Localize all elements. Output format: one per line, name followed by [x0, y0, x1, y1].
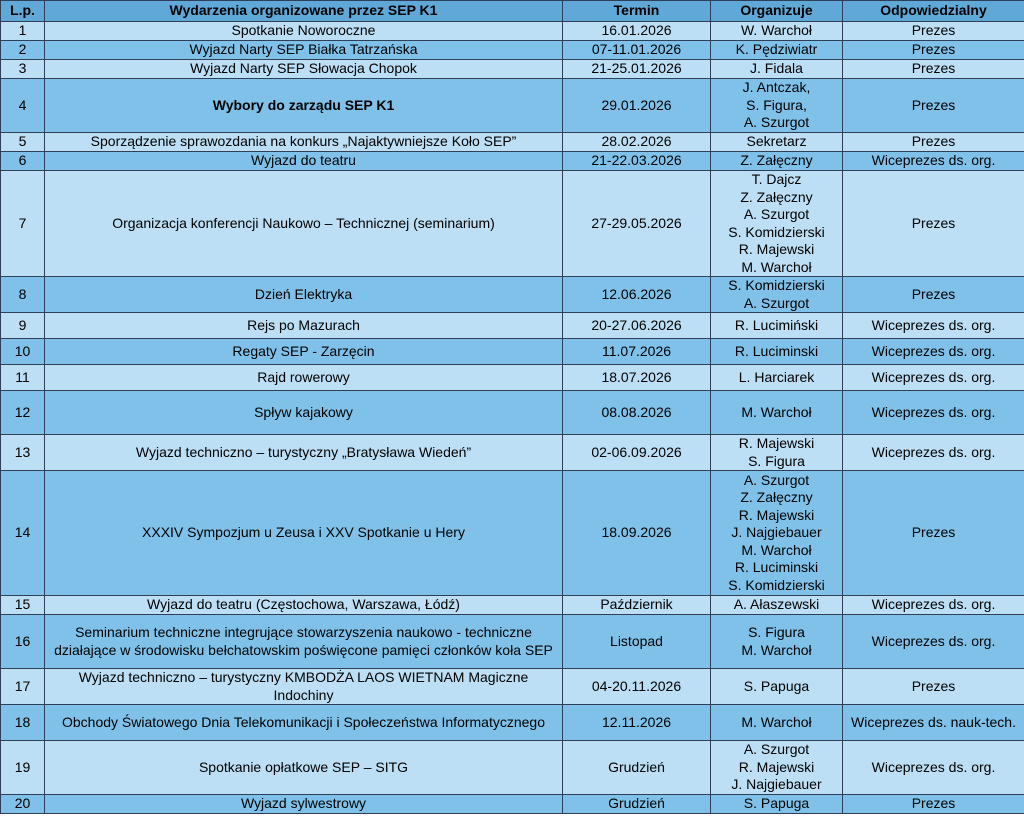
- row-lp: 20: [1, 795, 45, 814]
- organizer-name: M. Warchoł: [741, 258, 812, 275]
- organizer-name: W. Warchoł: [740, 22, 813, 39]
- organizer-name: R. Majewski: [738, 241, 815, 257]
- row-date: 08.08.2026: [563, 391, 711, 435]
- table-row: [1, 435, 1024, 471]
- organizer-name: Z. Załęczny: [740, 152, 813, 169]
- row-responsible: Wiceprezes ds. org.: [843, 615, 1024, 669]
- row-organizers: [711, 391, 843, 435]
- organizer-name: S. Figura,: [746, 96, 807, 113]
- row-event: Regaty SEP - Zarzęcin: [45, 339, 563, 365]
- organizer-name: A. Szurgot: [743, 294, 810, 311]
- row-date: 16.01.2026: [563, 22, 711, 41]
- row-responsible: Prezes: [843, 133, 1024, 152]
- row-organizers: [711, 339, 843, 365]
- row-lp: 18: [1, 705, 45, 741]
- row-event: Wyjazd Narty SEP Białka Tatrzańska: [45, 41, 563, 60]
- organizer-name: R. Lucimiński: [734, 316, 819, 333]
- row-organizers: [711, 41, 843, 60]
- row-event: Spływ kajakowy: [45, 391, 563, 435]
- row-organizers: [711, 152, 843, 171]
- row-organizers: [711, 471, 843, 596]
- row-date: 27-29.05.2026: [563, 171, 711, 277]
- organizer-name: J. Antczak,: [742, 79, 811, 96]
- organizer-name: S. Figura: [748, 452, 805, 469]
- table-row: [1, 795, 1024, 814]
- row-organizers: [711, 22, 843, 41]
- table-row: [1, 41, 1024, 60]
- row-date: 29.01.2026: [563, 79, 711, 133]
- row-event: Spotkanie Noworoczne: [45, 22, 563, 41]
- row-responsible: Wiceprezes ds. org.: [843, 435, 1024, 471]
- row-lp: 4: [1, 79, 45, 133]
- organizer-name: Sekretarz: [746, 133, 807, 150]
- row-lp: 9: [1, 313, 45, 339]
- row-responsible: Prezes: [843, 669, 1024, 705]
- organizer-name: S. Komidzierski: [728, 223, 825, 240]
- table-row: [1, 22, 1024, 41]
- table-row: [1, 152, 1024, 171]
- row-event: Spotkanie opłatkowe SEP – SITG: [45, 741, 563, 795]
- row-date: 20-27.06.2026: [563, 313, 711, 339]
- organizer-name: Z. Załęczny: [740, 489, 813, 506]
- table-row: [1, 313, 1024, 339]
- row-date: 11.07.2026: [563, 339, 711, 365]
- row-event: Wyjazd Narty SEP Słowacja Chopok: [45, 60, 563, 79]
- row-organizers: [711, 171, 843, 277]
- organizer-name: R. Majewski: [738, 435, 815, 451]
- organizer-name: A. Szurgot: [743, 471, 810, 488]
- row-date: 02-06.09.2026: [563, 435, 711, 471]
- row-organizers: [711, 435, 843, 471]
- row-date: Listopad: [563, 615, 711, 669]
- row-responsible: Prezes: [843, 60, 1024, 79]
- row-date: 12.06.2026: [563, 277, 711, 313]
- row-organizers: [711, 669, 843, 705]
- table-row: [1, 705, 1024, 741]
- row-date: 12.11.2026: [563, 705, 711, 741]
- organizer-name: R. Luciminski: [734, 559, 819, 576]
- row-date: Październik: [563, 596, 711, 615]
- row-organizers: [711, 365, 843, 391]
- organizer-name: R. Luciminski: [734, 342, 819, 359]
- organizer-name: S. Papuga: [743, 677, 810, 694]
- row-lp: 15: [1, 596, 45, 615]
- row-lp: 2: [1, 41, 45, 60]
- row-date: 04-20.11.2026: [563, 669, 711, 705]
- row-organizers: [711, 705, 843, 741]
- row-event: Rajd rowerowy: [45, 365, 563, 391]
- row-responsible: Wiceprezes ds. org.: [843, 339, 1024, 365]
- row-responsible: Wiceprezes ds. org.: [843, 365, 1024, 391]
- row-organizers: [711, 741, 843, 795]
- header-date: Termin: [563, 1, 711, 22]
- row-responsible: Prezes: [843, 471, 1024, 596]
- table-row: [1, 339, 1024, 365]
- row-lp: 14: [1, 471, 45, 596]
- row-date: 28.02.2026: [563, 133, 711, 152]
- table-row: [1, 615, 1024, 669]
- row-responsible: Wiceprezes ds. org.: [843, 313, 1024, 339]
- row-organizers: [711, 615, 843, 669]
- row-lp: 19: [1, 741, 45, 795]
- row-lp: 5: [1, 133, 45, 152]
- row-lp: 6: [1, 152, 45, 171]
- header-row: [1, 1, 1024, 22]
- row-responsible: Wiceprezes ds. org.: [843, 152, 1024, 171]
- row-lp: 17: [1, 669, 45, 705]
- table-row: [1, 669, 1024, 705]
- row-date: 21-25.01.2026: [563, 60, 711, 79]
- row-organizers: [711, 60, 843, 79]
- organizer-name: K. Pędziwiatr: [735, 41, 818, 58]
- organizer-name: M. Warchoł: [741, 403, 812, 420]
- table-row: [1, 596, 1024, 615]
- row-date: 18.09.2026: [563, 471, 711, 596]
- row-event: Seminarium techniczne integrujące stowarzyszenia naukowo - techniczne działające w środowisku bełchatowskim poświęcone pamięci członków koła SEP: [45, 615, 563, 669]
- row-lp: 1: [1, 22, 45, 41]
- header-lp: L.p.: [1, 1, 45, 22]
- header-organizers: Organizuje: [711, 1, 843, 22]
- row-date: 21-22.03.2026: [563, 152, 711, 171]
- row-organizers: [711, 596, 843, 615]
- organizer-name: S. Komidzierski: [728, 576, 825, 593]
- header-event: Wydarzenia organizowane przez SEP K1: [45, 1, 563, 22]
- table-row: [1, 391, 1024, 435]
- table-row: [1, 471, 1024, 596]
- organizer-name: R. Majewski: [738, 506, 815, 523]
- table-row: [1, 60, 1024, 79]
- row-event: Organizacja konferencji Naukowo – Technicznej (seminarium): [45, 171, 563, 277]
- organizer-name: L. Harciarek: [738, 368, 815, 385]
- row-responsible: Prezes: [843, 171, 1024, 277]
- organizer-name: M. Warchoł: [741, 641, 812, 658]
- row-organizers: [711, 133, 843, 152]
- row-event: Wyjazd sylwestrowy: [45, 795, 563, 814]
- row-event: Wyjazd techniczno – turystyczny „Bratysława Wiedeń”: [45, 435, 563, 471]
- row-responsible: Prezes: [843, 277, 1024, 313]
- row-event: Wyjazd do teatru: [45, 152, 563, 171]
- organizer-name: Z. Załęczny: [740, 188, 813, 205]
- row-date: Grudzień: [563, 741, 711, 795]
- organizer-name: A. Ałaszewski: [733, 596, 820, 613]
- organizer-name: A. Szurgot: [743, 741, 810, 758]
- row-event: Dzień Elektryka: [45, 277, 563, 313]
- table-row: [1, 79, 1024, 133]
- row-responsible: Prezes: [843, 795, 1024, 814]
- row-event: Wyjazd techniczno – turystyczny KMBODŻA LAOS WIETNAM Magiczne Indochiny: [45, 669, 563, 705]
- row-responsible: Prezes: [843, 22, 1024, 41]
- row-lp: 12: [1, 391, 45, 435]
- row-event: Wybory do zarządu SEP K1: [45, 79, 563, 133]
- table-row: [1, 171, 1024, 277]
- row-organizers: [711, 277, 843, 313]
- row-event: Wyjazd do teatru (Częstochowa, Warszawa, Łódź): [45, 596, 563, 615]
- row-responsible: Wiceprezes ds. org.: [843, 741, 1024, 795]
- table-body: [1, 22, 1024, 814]
- organizer-name: S. Komidzierski: [728, 277, 825, 293]
- organizer-name: A. Szurgot: [743, 114, 810, 131]
- organizer-name: T. Dajcz: [751, 171, 802, 187]
- row-date: 18.07.2026: [563, 365, 711, 391]
- organizer-name: M. Warchoł: [741, 541, 812, 558]
- table-row: [1, 741, 1024, 795]
- row-event: Rejs po Mazurach: [45, 313, 563, 339]
- row-lp: 8: [1, 277, 45, 313]
- row-event: Obchody Światowego Dnia Telekomunikacji i Społeczeństwa Informatycznego: [45, 705, 563, 741]
- row-event: XXXIV Sympozjum u Zeusa i XXV Spotkanie u Hery: [45, 471, 563, 596]
- table-row: [1, 133, 1024, 152]
- row-organizers: [711, 79, 843, 133]
- organizer-name: M. Warchoł: [741, 713, 812, 730]
- organizer-name: A. Szurgot: [743, 206, 810, 222]
- row-responsible: Prezes: [843, 41, 1024, 60]
- organizer-name: J. Najgiebauer: [731, 524, 822, 541]
- row-lp: 16: [1, 615, 45, 669]
- row-responsible: Wiceprezes ds. org.: [843, 391, 1024, 435]
- row-event: Sporządzenie sprawozdania na konkurs „Najaktywniejsze Koło SEP”: [45, 133, 563, 152]
- row-organizers: [711, 313, 843, 339]
- organizer-name: S. Papuga: [743, 795, 810, 812]
- row-lp: 13: [1, 435, 45, 471]
- organizer-name: J. Fidala: [750, 60, 803, 77]
- organizer-name: J. Najgiebauer: [731, 776, 822, 793]
- row-organizers: [711, 795, 843, 814]
- row-responsible: Prezes: [843, 79, 1024, 133]
- organizer-name: R. Majewski: [738, 758, 815, 775]
- row-date: 07-11.01.2026: [563, 41, 711, 60]
- organizer-name: S. Figura: [748, 624, 805, 640]
- header-responsible: Odpowiedzialny: [843, 1, 1024, 22]
- row-responsible: Wiceprezes ds. org.: [843, 596, 1024, 615]
- table-row: [1, 277, 1024, 313]
- row-lp: 11: [1, 365, 45, 391]
- row-lp: 3: [1, 60, 45, 79]
- table-row: [1, 365, 1024, 391]
- row-lp: 7: [1, 171, 45, 277]
- row-responsible: Wiceprezes ds. nauk-tech.: [843, 705, 1024, 741]
- row-date: Grudzień: [563, 795, 711, 814]
- row-lp: 10: [1, 339, 45, 365]
